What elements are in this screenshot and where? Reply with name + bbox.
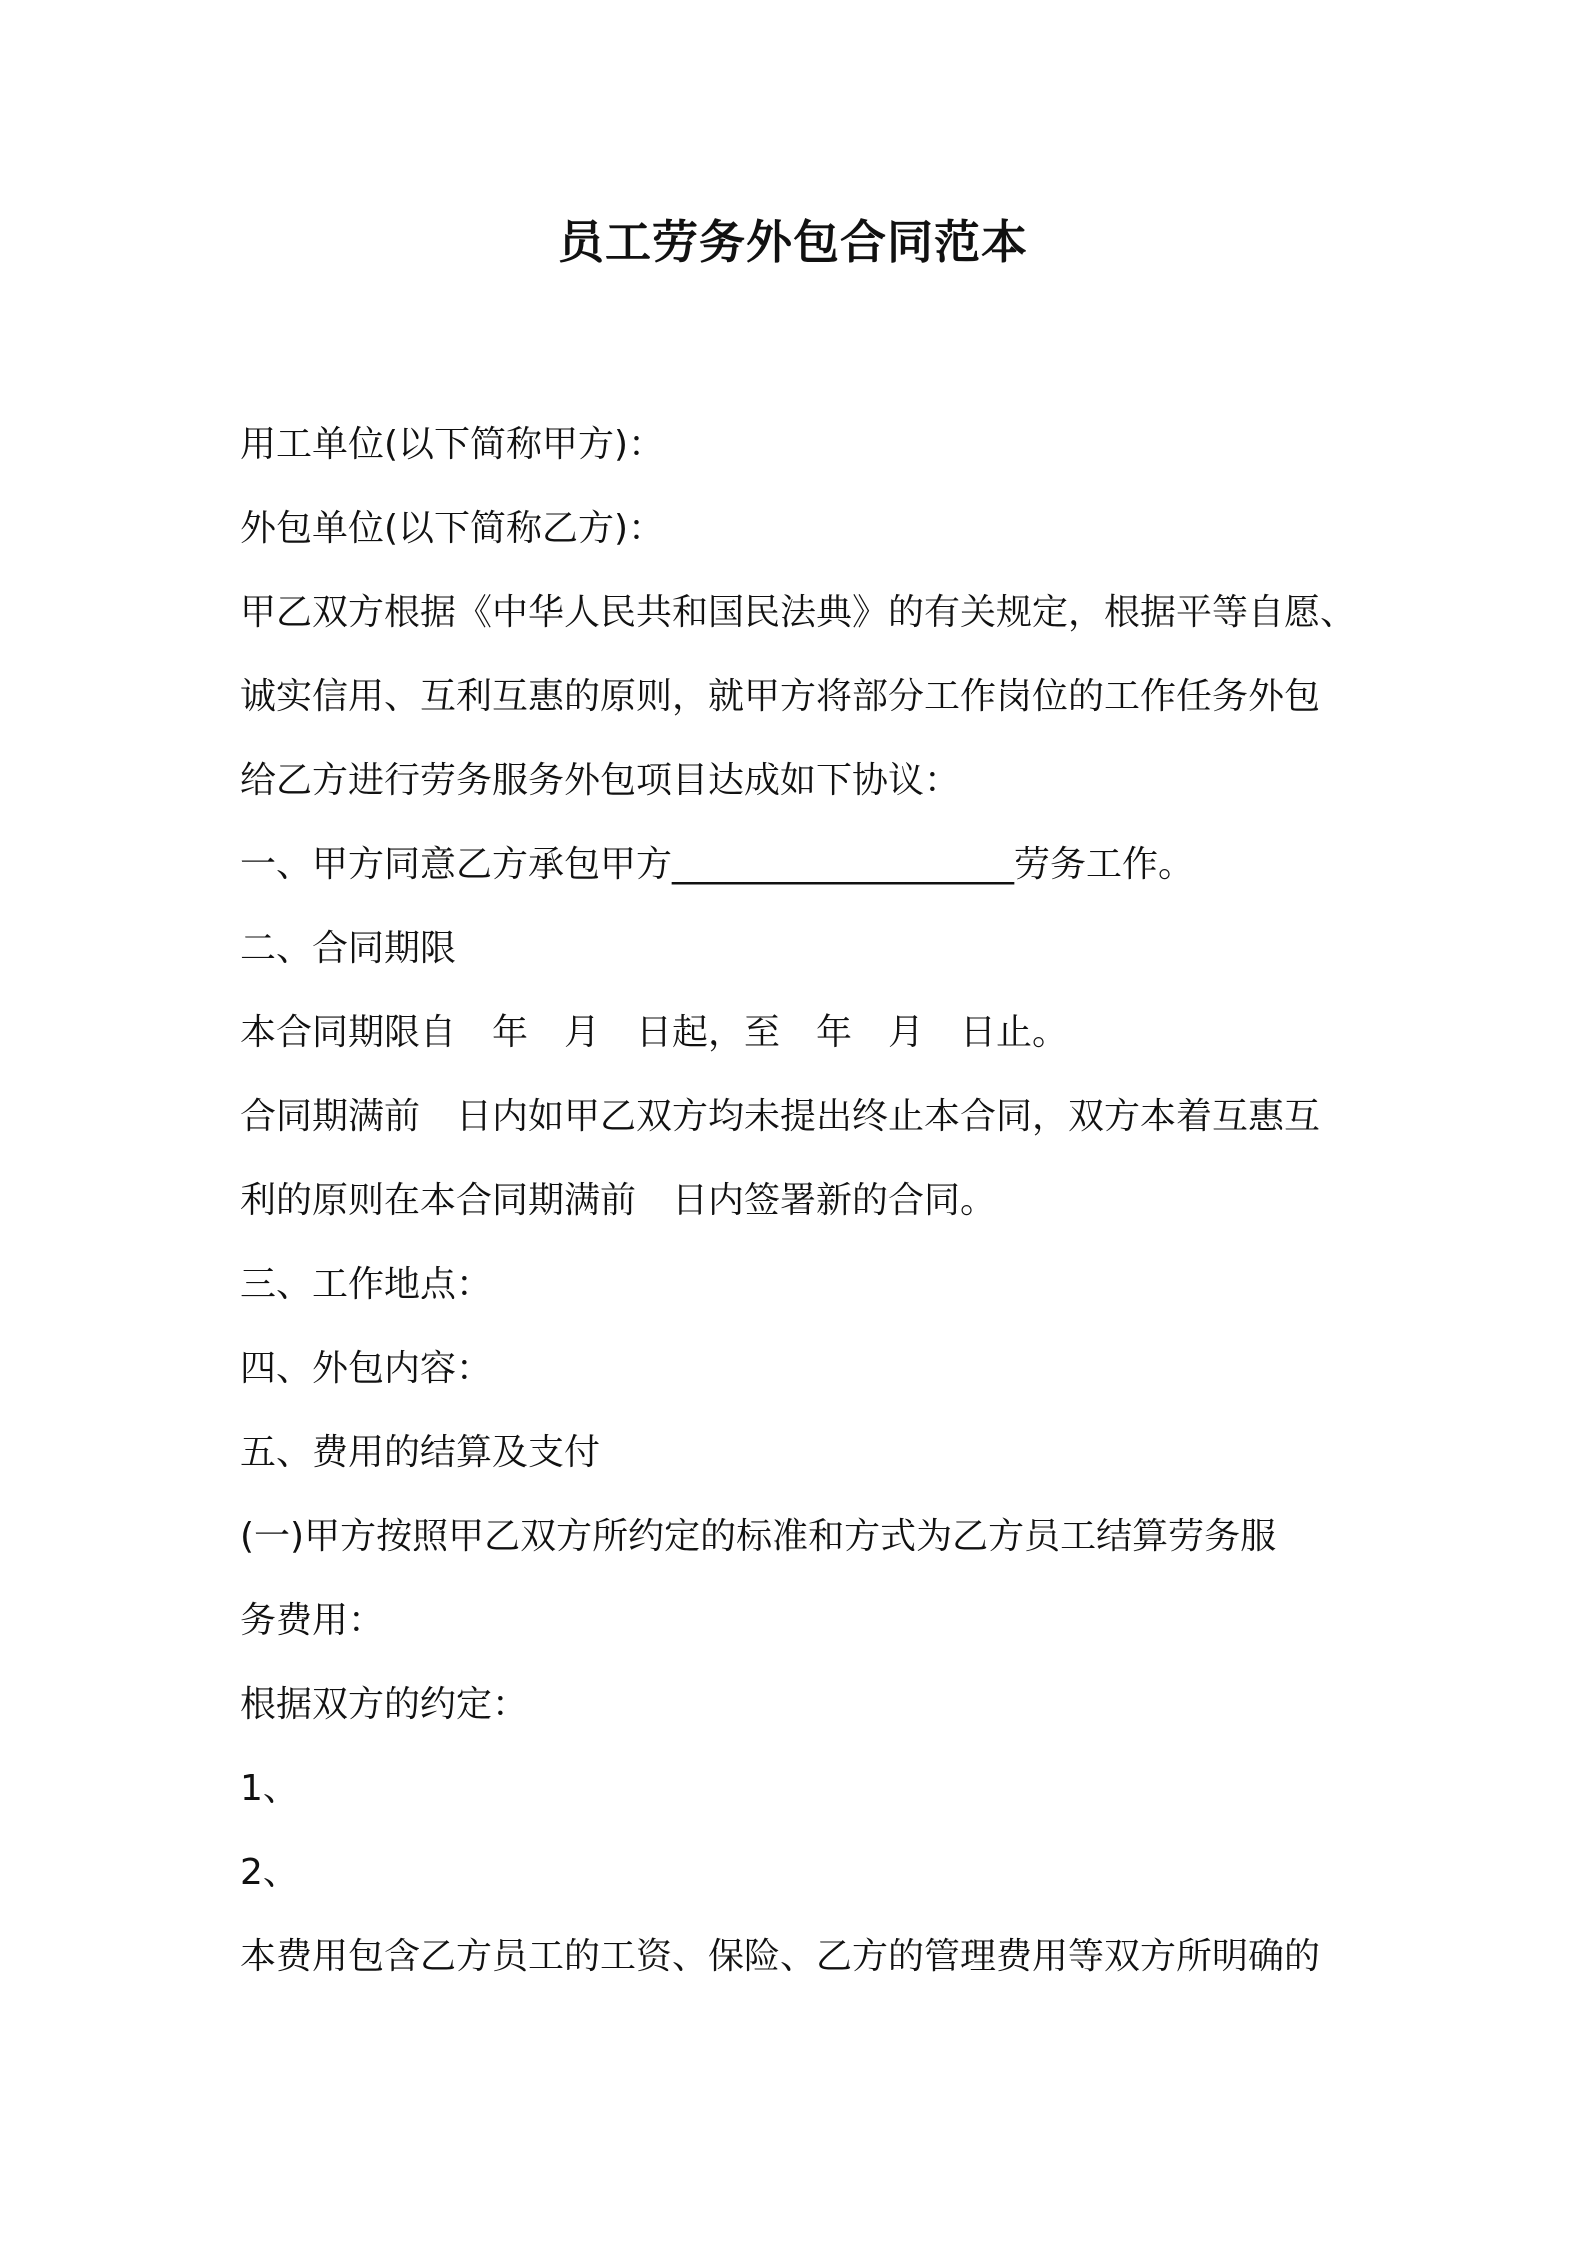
document-title: 员工劳务外包合同范本 (558, 215, 1028, 269)
section-4-heading: 四、外包内容： (240, 1348, 493, 1389)
section-5-heading: 五、费用的结算及支付 (240, 1432, 601, 1473)
fee-coverage-line: 本费用包含乙方员工的工资、保险、乙方的管理费用等双方所明确的 (240, 1936, 1321, 1977)
section-2-heading: 二、合同期限 (240, 928, 457, 969)
party-b-line: 外包单位(以下简称乙方)： (240, 508, 665, 549)
preamble-line-3: 给乙方进行劳务服务外包项目达成如下协议： (240, 760, 961, 801)
document-body (240, 403, 1360, 1999)
section-3-heading: 三、工作地点： (240, 1264, 493, 1305)
list-item-2: 2、 (240, 1852, 299, 1893)
list-item-1: 1、 (240, 1768, 299, 1809)
party-a-line: 用工单位(以下简称甲方)： (240, 424, 665, 465)
renewal-line-1: 合同期满前 日内如甲乙双方均未提出终止本合同，双方本着互惠互 (240, 1096, 1321, 1137)
renewal-line-2: 利的原则在本合同期满前 日内签署新的合同。 (240, 1180, 997, 1221)
agreement-intro-line: 根据双方的约定： (240, 1684, 529, 1725)
clause-1-line: 一、甲方同意乙方承包甲方___________________劳务工作。 (240, 844, 1195, 885)
preamble-line-2: 诚实信用、互利互惠的原则，就甲方将部分工作岗位的工作任务外包 (240, 676, 1321, 717)
settlement-line-1: (一)甲方按照甲乙双方所约定的标准和方式为乙方员工结算劳务服 (240, 1516, 1277, 1557)
settlement-line-2: 务费用： (240, 1600, 385, 1641)
contract-term-line: 本合同期限自 年 月 日起，至 年 月 日止。 (240, 1012, 1069, 1053)
preamble-line-1: 甲乙双方根据《中华人民共和国民法典》的有关规定，根据平等自愿、 (240, 592, 1357, 633)
